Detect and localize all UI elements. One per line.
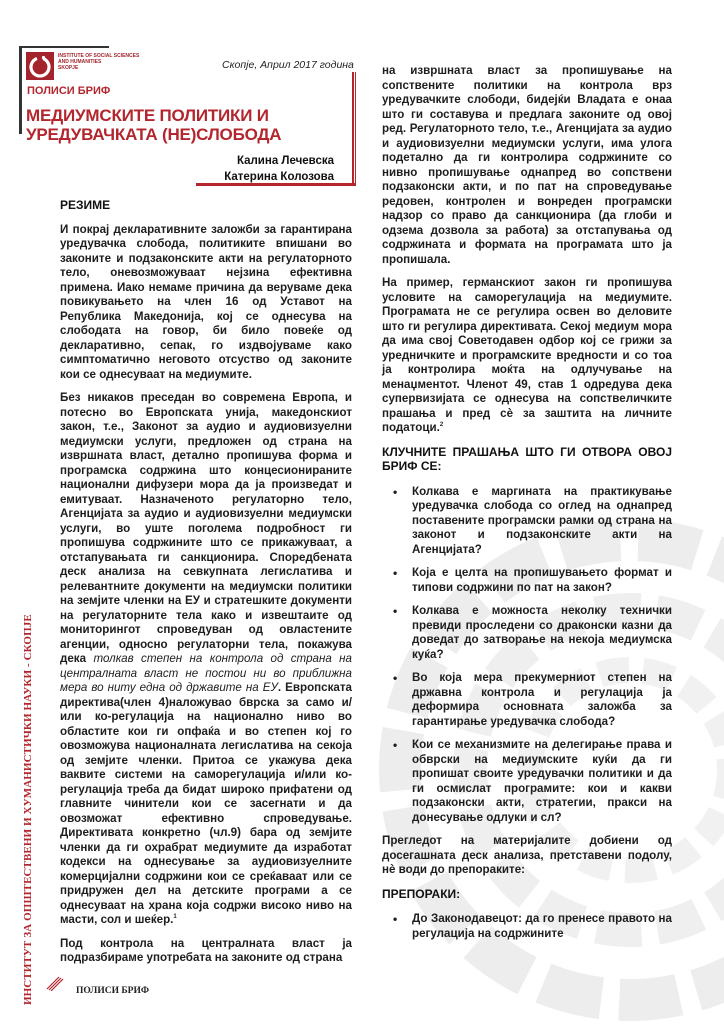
footnote-ref[interactable]: 1 [173,914,177,921]
list-item: • До Законодавецот: да го пренесе правото на регулација на содржините [382,912,672,941]
author-name: Катерина Колозова [224,171,334,183]
recommendations-list [382,912,672,941]
footer-stripes-icon [46,975,64,991]
emphasized-text: толкав степен на контрола од страна на централната власт не постои ни во приближна мера во ниту една од државите на ЕУ [60,652,353,694]
title-line: УРЕДУВАЧКАТА (НЕ)СЛОБОДА [26,125,282,144]
title-line: МЕДИУМСКИТЕ ПОЛИТИКИ И [26,106,269,125]
author-name: Калина Лечевска [236,155,334,167]
body-paragraph [382,276,672,436]
list-item: • Кои се механизмите на делегирање права и обврски на медиумските куќи да ги пропишат своите уредувачки политики и да ги осмислат програмите: кои и какви подзаконски акти, стратегии, пракси на донесување одлуки и сл? [382,738,672,825]
list-item: • Во која мера прекумерниот степен на државна контрола и регулација ја деформира основната заложба за гарантирање уредувачка слобода? [382,671,672,729]
institute-logo-icon [26,52,54,80]
brand-label: ПОЛИСИ БРИФ [27,85,111,97]
header-frame-left [19,47,22,134]
footer-brand-label: ПОЛИСИ БРИФ [76,986,150,996]
body-paragraph: на извршната власт за пропишување на сопствените политики на контрола врз уредувачките слободи, бидејќи Владата е онаа што ги составува и предлага законите од овој ред. Регулаторното тело, т.е., Агенцијата за аудио и аудиовизуелни медиумски услуги, има улога подетално да ги контролира содржините со нивно пропишување однапред во сопствени подзаконски акти, и по пат на спроведување редовен, контролен и вонреден програмски надзор со право да санкционира (да глоби и одзема дозвола за работа) за отстапувања од содржината и формата на програмата што ја пропишала. [382,64,672,266]
page-title [26,106,281,144]
list-item: • Колкава е маргината на практикување уредувачка слобода со оглед на однапред поставените програмски рамки од страна на законот и подзаконските акти на Агенцијата? [382,485,672,558]
header-frame-right [352,72,356,185]
institute-name-line: SKOPJE [58,65,79,71]
body-paragraph [60,391,352,928]
summary-paragraph: И покрај декларативните заложби за гарантирана уредувачка слобода, политиките впишани во законите и подзаконските акти на регулаторното тело, оневозможуваат нејзина ефективна примена. Иако немаме причина да веруваме дека повикувањето на член 16 од Уставот на Република Македонија, кој се однесува на слободата на говор, би било повеќе од декларативно, сепак, го издвојуваме како симптоматично неговото отсуство од законите кои се однесуваат на медиумите. [60,222,352,381]
institute-name-line: AND HUMANITIES [58,59,102,65]
key-questions-heading: КЛУЧНИТЕ ПРАШАЊА ШТО ГИ ОТВОРА ОВОЈ БРИФ СЕ: [382,444,672,473]
right-column [382,64,672,950]
key-questions-list [382,485,672,826]
summary-heading: РЕЗИМЕ [60,198,111,212]
list-item: • Која е целта на пропишувањето формат и типови содржини по пат на закон? [382,566,672,595]
body-paragraph: Прегледот на материјалите добиени од досегашната деск анализа, претставени подолу, нè води до препораките: [382,834,672,876]
institute-name [58,53,139,71]
authors [224,153,334,185]
footnote-ref[interactable]: 2 [439,422,444,429]
paragraph-text: На пример, германскиот закон ги пропишува условите на саморегулација на медиумите. Програмата не се регулира освен во деловите што ги регулира директивата. Секој медиум мора да има свој Советодавен одбор кој се грижи за уредничките и програмските вредности и со тоа ја контролира моќта на одлучување на менаџментот. Членот 49, став 1 одредува дека супервизијата се однесува на сопствеличките прашања и пред сè за заштита на личните податоци. [382,276,672,434]
paragraph-text: . Европската директива(член 4)наложувао бврска за само и/или ко-регулација на национално ниво во областите кои ги опфаќа и во степен кој го овозможува националната легислатива на секоја од земјите членки. Притоа се укажува дека ваквите системи на саморегулација и/или ко-регулација треба да бидат широко прифатени од главните чинители кои се засегнати и да овозможат ефективно спроведување. Директивата конкретно (чл.9) бара од земјите членки да ги охрабрат медиумите да изработат кодекси на однесување за аудиовизуелните комерцијални содржини кои се среќаваат или се придружен дел на детските програми а се однесуваат на храна која содржи високо ниво на масти, сол и шеќер. [60,681,353,926]
recommendations-heading: ПРЕПОРАКИ: [382,886,461,901]
sidebar-institute-name: ИНСТИТУТ ЗА ОПШТЕСТВЕНИ И ХУМАНИСТИЧКИ НАУКИ - СКОПЈЕ [22,614,34,1005]
paragraph-text: Без никаков преседан во современа Европа, и потесно во Европската унија, македонскиот закон, т.е., Законот за аудио и аудиовизуелни медиумски услуги, предложен од страна на извршната власт, детално пропишува форма и програмска содржина што концесионираните национални дифузери мора да ја произведат и емитуваат. Назначеното регулаторно тело, Агенцијата за аудио и аудиовизуелни медиумски услуги, во уште поголема подробност ги пропишува содржините што се прикажуваат, а отстапувањата ги санкционира. Споредбената деск анализа на севкупната легислатива и релевантните документи на медиумски политики на земјите членки на ЕУ и стратешките документи на регулаторните тела како и извештаите од мониторингот спроведуван од овластените агенции, односно регулаторни тела, покажува дека [60,391,352,665]
header-frame-top [19,46,109,49]
list-item: • Колкава е можноста неколку технички превиди проследени со драконски казни да доведат до затворање на некоја медиумска куќа? [382,604,672,662]
body-paragraph: Под контрола на централната власт ја подразбираме употребата на законите од страна [60,936,352,964]
institute-name-line: INSTITUTE OF SOCIAL SCIENCES [58,53,140,59]
publication-date: Скопје, Април 2017 година [222,59,354,71]
left-column [60,198,352,975]
